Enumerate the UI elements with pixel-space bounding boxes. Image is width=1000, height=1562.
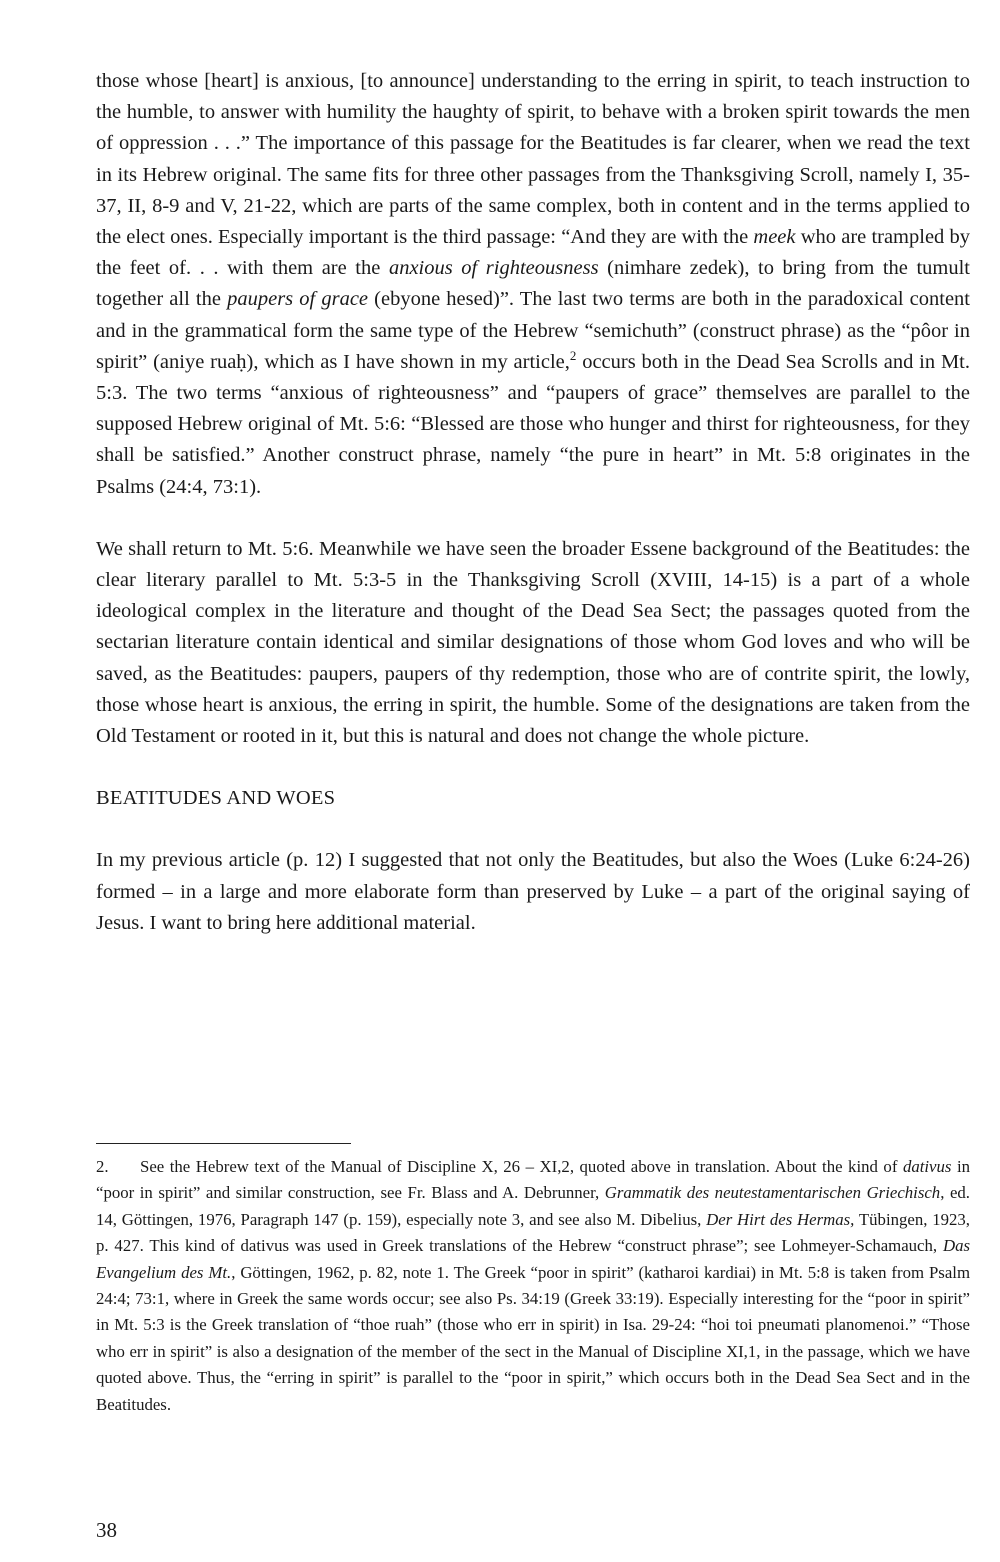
footnote-number: 2. bbox=[96, 1157, 109, 1176]
paragraph-3: In my previous article (p. 12) I suggested that not only the Beatitudes, but also the Woes (Luke 6:24-26) formed – in a large and more elaborate form than preserved by Luke – a part of the original saying of Jesus. I want to bring here additional material. bbox=[96, 849, 970, 934]
main-text bbox=[96, 66, 970, 939]
section-heading: BEATITUDES AND WOES bbox=[96, 787, 336, 810]
emphasis-meek: meek bbox=[753, 226, 796, 249]
footnote bbox=[96, 1154, 970, 1418]
paragraph-2: We shall return to Mt. 5:6. Meanwhile we have seen the broader Essene background of the Beatitudes: the clear literary parallel to Mt. 5:3-5 in the Thanksgiving Scroll (XVIII, 14-15) is a part of a whole ideological complex in the literature and thought of the Dead Sea Sect; the passages quoted from the sectarian literature contain identical and similar designations of those whom God loves and who will be saved, as the Beatitudes: paupers, paupers of thy redemption, those who are of contrite spirit, the lowly, those whose heart is anxious, the erring in spirit, the humble. Some of the designations are taken from the Old Testament or rooted in it, but this is natural and does not change the whole picture. bbox=[96, 537, 970, 748]
emphasis-anxious-of-righteousness: anxious of righteousness bbox=[388, 257, 599, 280]
page-number: 38 bbox=[96, 1518, 117, 1542]
paragraph-1: those whose [heart] is anxious, [to announce] understanding to the erring in spirit, to teach instruction to the humble, to answer with humility the haughty of spirit, to behave with a broken spirit towards the men of oppression . . .” The importance of this passage for the Beatitudes is far clearer, when we read the text in its Hebrew original. The same fits for three other passages from the Thanksgiving Scroll, namely I, 35-37, II, 8-9 and V, 21-22, which are parts of the same complex, both in content and in the terms applied to the elect ones. Especially important is the third passage: “And they are with the meek who are trampled by the feet of. . . with them are the anxious of righteousness (nimhare zedek), to bring from the tumult together all the paupers of grace (ebyone hesed)”. The last two terms are both in the paradoxical content and in the grammatical form the same type of the Hebrew “semichuth” (construct phrase) as the “pôor in spirit” (aniye ruaḥ), which as I have shown in my article,$^2$ occurs both in the Dead Sea Scrolls and in Mt. 5:3. The two terms “anxious of righteousness” and “paupers of grace” themselves are parallel to the supposed Hebrew original of Mt. 5:6: “Blessed are those who hunger and thirst for righteousness, for they shall be satisfied.” Another construct phrase, namely “the pure in heart” in Mt. 5:8 originates in the Psalms (24:4, 73:1). bbox=[96, 70, 970, 498]
footnote-marker: 2 bbox=[569, 348, 577, 363]
footnote-divider bbox=[96, 1143, 351, 1144]
footnote-2: 2. See the Hebrew text of the Manual of Discipline X, 26 – XI,2, quoted above in translation. About the kind of dativus in “poor in spirit” and similar construction, see Fr. Blass and A. Debrunner, Grammatik des neutestamentarischen Griechisch, ed. 14, Göttingen, 1976, Paragraph 147 (p. 159), especially note 3, and see also M. Dibelius, Der Hirt des Hermas, Tübingen, 1923, p. 427. This kind of dativus was used in Greek translations of the Hebrew “construct phrase”; see Lohmeyer-Schamauch, Das Evangelium des Mt., Göttingen, 1962, p. 82, note 1. The Greek “poor in spirit” (katharoi kardiai) in Mt. 5:8 is taken from Psalm 24:4; 73:1, where in Greek the same words occur; see also Ps. 34:19 (Greek 33:19). Especially interesting for the “poor in spirit” in Mt. 5:3 is the Greek translation of “thoe ruah” (those who err in spirit) in Isa. 29-24: “hoi toi pneumati planomenoi.” “Those who err in spirit” is also a designation of the member of the sect in the Manual of Discipline XI,1, in the passage, which we have quoted above. Thus, the “erring in spirit” is parallel to the “poor in spirit,” which occurs both in the Dead Sea Sect and in the Beatitudes. bbox=[96, 1154, 970, 1418]
emphasis-paupers-of-grace: paupers of grace bbox=[227, 288, 369, 311]
